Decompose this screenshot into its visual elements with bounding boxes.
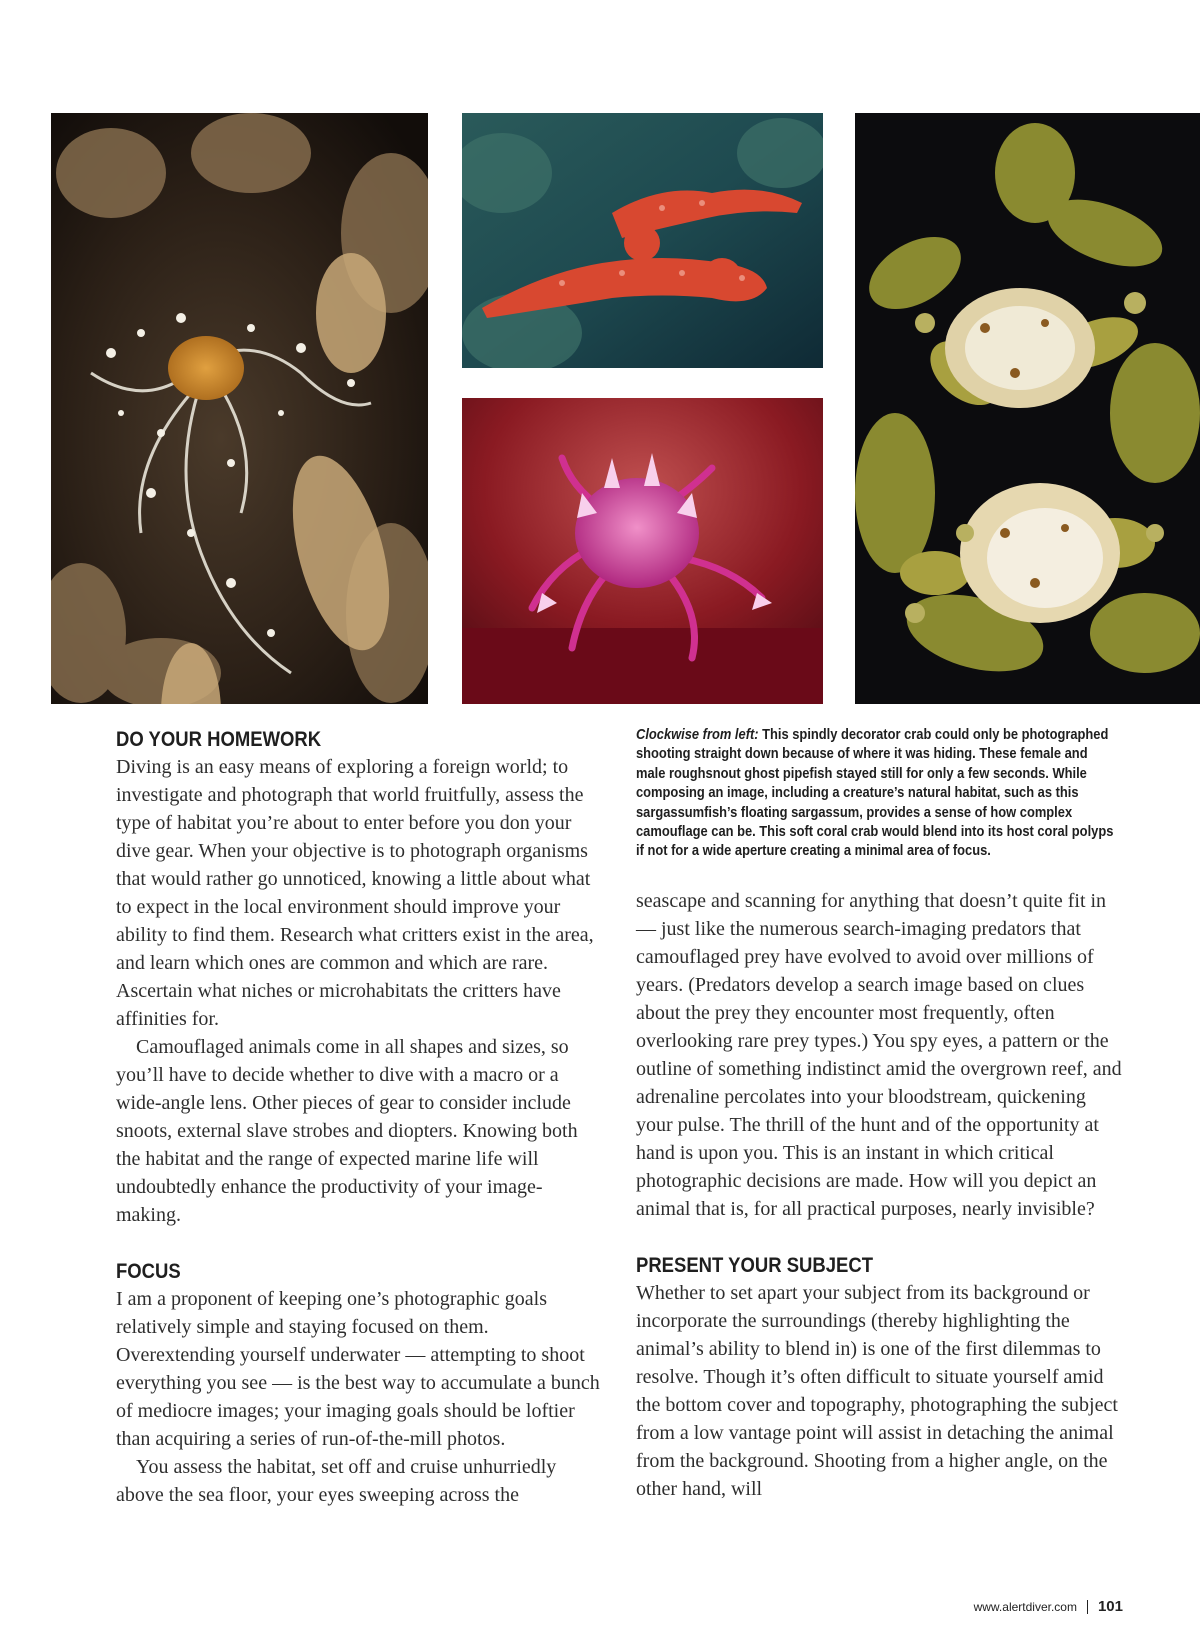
right-column: [636, 725, 1124, 1503]
caption-text: This spindly decorator crab could only be photographed shooting straight down because of where it was hiding. These female and male roughsnout ghost pipefish stayed still for only a few seconds. While composing an image, including a creature’s natural habitat, such as this sargassumfish’s floating sargassum, provides a sense of how complex camouflage can be. This soft coral crab would blend into its host coral polyps if not for a wide aperture creating a minimal area of focus.: [636, 726, 1114, 860]
section-heading-present-subject: PRESENT YOUR SUBJECT: [636, 1253, 873, 1277]
focus-paragraph-2: You assess the habitat, set off and cruise unhurriedly above the sea floor, your eyes sweeping across the: [116, 1456, 557, 1506]
left-column: [116, 725, 604, 1509]
focus-paragraph-3: seascape and scanning for anything that doesn’t quite fit in — just like the numerous search-imaging predators that camouflaged prey have evolved to avoid over millions of years. (Predators develop a search image based on clues about the prey they encounter most frequently, often overlooking rare prey types.) You spy eyes, a pattern or the outline of something indistinct amid the overgrown reef, and adrenaline percolates into your bloodstream, quickening your pulse. The thrill of the hunt and of the opportunity at hand is upon you. This is an instant in which critical photographic decisions are made. How will you depict an animal that is, for all practical purposes, nearly invisible?: [636, 890, 1122, 1220]
sargassumfish-photo: [855, 113, 1200, 704]
page-number: 101: [1097, 1598, 1123, 1615]
decorator-crab-photo: [51, 113, 428, 704]
homework-paragraph-1: Diving is an easy means of exploring a foreign world; to investigate and photograph that world fruitfully, assess the type of habitat you’re about to enter before you don your dive gear. When your objective is to photograph organisms that would rather go unnoticed, knowing a little about what to expect in the local environment should improve your ability to find them. Research what critters exist in the area, and learn which ones are common and which are rare. Ascertain what niches or microhabitats the critters have affinities for.: [116, 756, 594, 1030]
focus-paragraph-1: I am a proponent of keeping one’s photographic goals relatively simple and staying focused on them. Overextending yourself underwater — attempting to shoot everything you see — is the best way to accumulate a bunch of mediocre images; your imaging goals should be loftier than acquiring a series of run-of-the-mill photos.: [116, 1288, 600, 1450]
homework-paragraph-2: Camouflaged animals come in all shapes and sizes, so you’ll have to decide whether to dive with a macro or a wide-angle lens. Other pieces of gear to consider include snoots, external slave strobes and diopters. Knowing both the habitat and the range of expected marine life will undoubtedly enhance the productivity of your image-making.: [116, 1036, 578, 1226]
footer-divider: [1087, 1600, 1088, 1614]
section-heading-focus: FOCUS: [116, 1259, 181, 1283]
website-url[interactable]: www.alertdiver.com: [973, 1599, 1077, 1614]
page-footer: [974, 1598, 1123, 1615]
caption-lead: Clockwise from left:: [636, 726, 759, 743]
photo-caption: [636, 725, 1118, 861]
section-heading-homework: DO YOUR HOMEWORK: [116, 727, 322, 751]
soft-coral-crab-photo: [462, 398, 823, 704]
present-paragraph-1: Whether to set apart your subject from its background or incorporate the surroundings (thereby highlighting the animal’s ability to blend in) is one of the first dilemmas to resolve. Though it’s often difficult to situate yourself amid the bottom cover and topography, photographing the subject from a low vantage point will assist in detaching the animal from the background. Shooting from a higher angle, on the other hand, will: [636, 1282, 1118, 1500]
ghost-pipefish-photo: [462, 113, 823, 368]
